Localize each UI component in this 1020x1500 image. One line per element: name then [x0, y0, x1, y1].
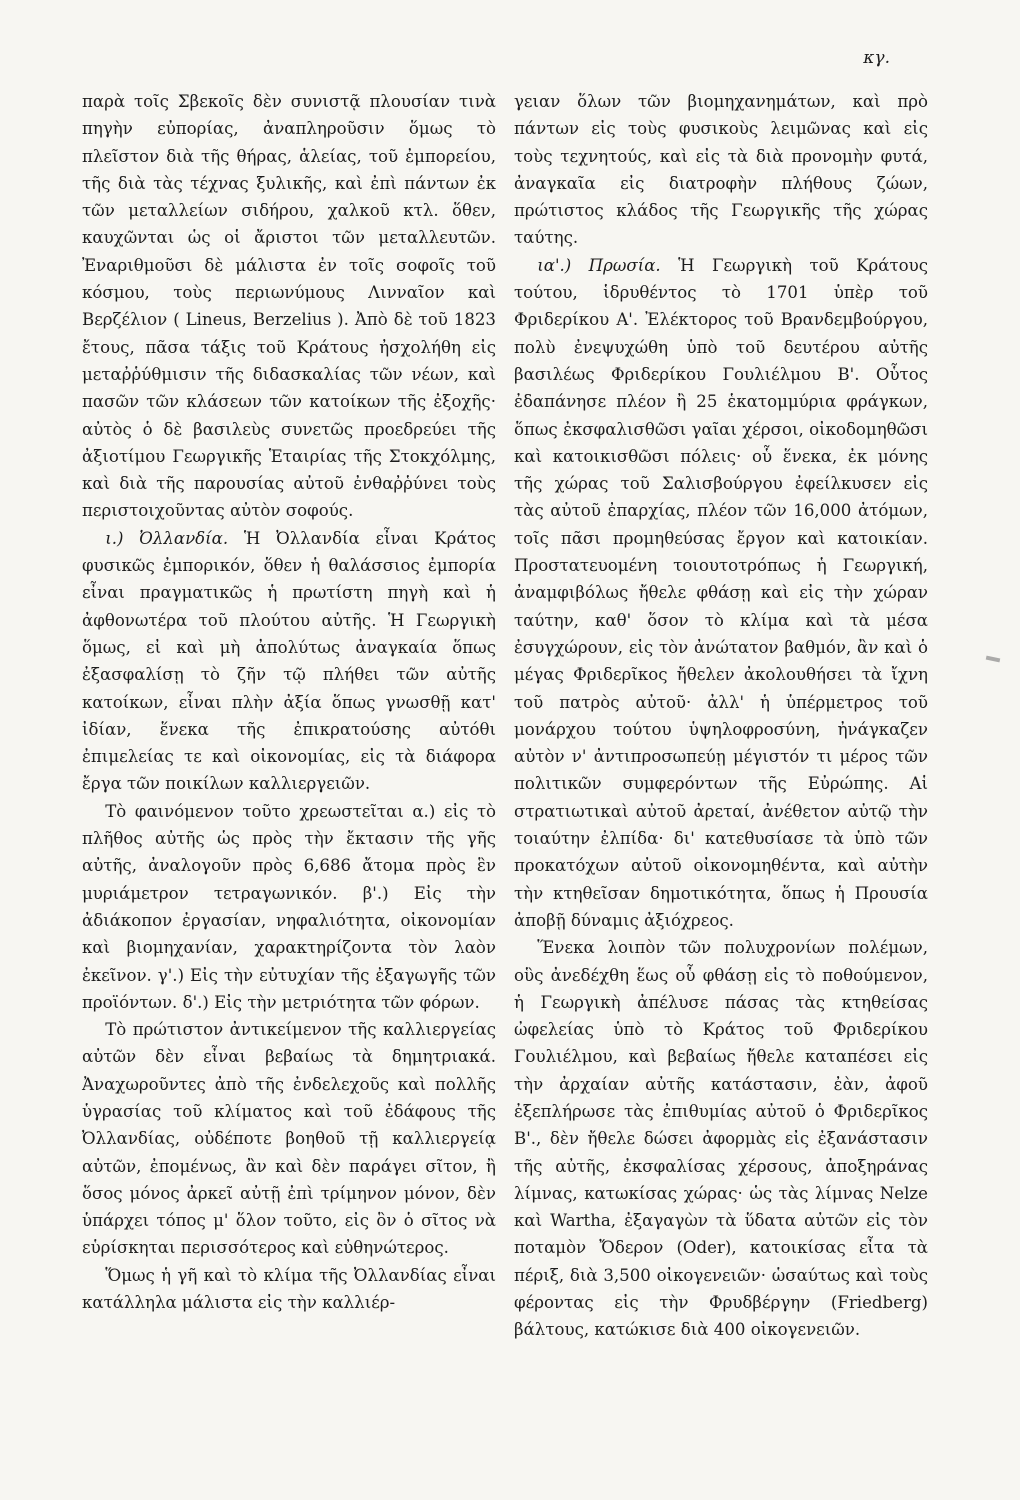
paragraph: Τὸ πρώτιστον ἀντικείμενον τῆς καλλιεργείας αὐτῶν δὲν εἶναι βεβαίως τὰ δημητριακά. Ἀναχωροῦντες ἀπὸ τῆς ἐνδελεχοῦς καὶ πολλῆς ὑγρασίας τοῦ κλίματος καὶ τοῦ ἐδάφους τῆς Ὀλλανδίας, οὐδέποτε βοηθοῦ τῇ καλλιεργείᾳ αὐτῶν, ἐπομένως, ἂν καὶ δὲν παράγει σῖτον, ἢ ὅσος μόνος ἀρκεῖ αὐτῇ ἐπὶ τρίμηνον μόνον, δὲν ὑπάρχει τόπος μ' ὅλον τοῦτο, εἰς ὃν ὁ σῖτος νὰ εὑρίσκηται περισσότερος καὶ εὐθηνώτερος. — [82, 1020, 496, 1258]
section-text: Ἡ Ὀλλανδία εἶναι Κράτος φυσικῶς ἐμπορικόν, ὅθεν ἡ θαλάσσιος ἐμπορία εἶναι πραγματικῶς ἡ πρωτίστη πηγὴ καὶ ἡ ἀφθονωτέρα τοῦ πλούτου αὐτῆς. Ἡ Γεωργικὴ ὅμως, εἰ καὶ μὴ ἀπολύτως ἀναγκαία ὅπως ἐξασφαλίσῃ τὸ ζῆν τῷ πλήθει τῶν αὐτῆς κατοίκων, εἶναι πλὴν ἀξία ὅπως γνωσθῇ κατ' ἰδίαν, ἕνεκα τῆς ἐπικρατούσης αὐτόθι ἐπιμελείας τε καὶ οἰκονομίας, εἰς τὰ διάφορα ἔργα τῶν ποικίλων καλλιεργειῶν. — [82, 528, 497, 794]
section-label: ι.) Ὀλλανδία. — [105, 528, 229, 548]
section-text: Ἡ Γεωργικὴ τοῦ Κράτους τούτου, ἱδρυθέντος τὸ 1701 ὑπὲρ τοῦ Φριδερίκου Α'. Ἐλέκτορος τοῦ Βρανδεμβούργου, πολὺ ἐνεψυχώθη ὑπὸ τοῦ δευτέρου αὐτῆς βασιλέως Φριδερίκου Γουλιέλμου Β'. Οὗτος ἐδαπάνησε πλέον ἢ 25 ἑκατομμύρια φράγκων, ὅπως ἐκσφαλισθῶσι γαῖαι χέρσοι, οἰκοδομηθῶσι καὶ κατοικισθῶσι πόλεις· οὗ ἕνεκα, ἐκ μόνης τῆς χώρας τοῦ Σαλισβούργου ἐφείλκυσεν εἰς τὰς αὐτοῦ ἐπαρχίας, πλέον τῶν 16,000 ἀτόμων, τοῖς πᾶσι προμηθεύσας ἔργον καὶ κατοικίαν. Προστατευομένη τοιουτοτρόπως ἡ Γεωργική, ἀναμφιβόλως ἤθελε φθάσῃ καὶ εἰς τὴν χώραν ταύτην, καθ' ὅσον τὸ κλίμα καὶ τὰ μέσα ἐσυγχώρουν, εἰς τὸν ἀνώτατον βαθμόν, ἂν καὶ ὁ μέγας Φριδερῖκος ἤθελεν ἀκολουθήσει τὰ ἴχνη τοῦ πατρὸς αὐτοῦ· ἀλλ' ἡ ὑπέρμετρος τοῦ μονάρχου τούτου ὑψηλοφροσύνη, ἠνάγκαζεν αὐτὸν ν' ἀντιπροσωπεύῃ μέγιστόν τι μέρος τῶν πολιτικῶν συμφερόντων τῆς Εὐρώπης. Αἱ στρατιωτικαὶ αὐτοῦ ἀρεταί, ἀνέθετον αὐτῷ τὴν τοιαύτην ἐλπίδα· δι' κατεθυσίασε τὰ ὑπὸ τῶν προκατόχων αὐτοῦ οἰκονομηθέντα, καὶ αὐτὴν τὴν κτηθεῖσαν δημοτικότητα, ὅπως ἡ Προυσία ἀποβῇ δύναμις ἀξιόχρεος. — [514, 255, 929, 930]
section-prussia — [514, 252, 928, 934]
paragraph-continued: παρὰ τοῖς Σβεκοῖς δὲν συνιστᾷ πλουσίαν τινὰ πηγὴν εὐπορίας, ἀναπληροῦσιν ὅμως τὸ πλεῖστον διὰ τῆς θήρας, ἁλείας, τοῦ ἐμπορείου, τῆς διὰ τὰς τέχνας ξυλικῆς, καὶ ἐπὶ πάντων ἐκ τῶν μεταλλείων σιδήρου, χαλκοῦ κτλ. ὅθεν, καυχῶνται ὡς οἱ ἄριστοι τῶν μεταλλευτῶν. Ἐναριθμοῦσι δὲ μάλιστα ἐν τοῖς σοφοῖς τοῦ κόσμου, τοὺς περιωνύμους Λινναῖον καὶ Βερζέλιον ( Lineus, Berzelius ). Ἀπὸ δὲ τοῦ 1823 ἔτους, πᾶσα τάξις τοῦ Κράτους ἠσχολήθη εἰς μεταῤῥύθμισιν τῆς διδασκαλίας τῶν νέων, καὶ πασῶν τῶν κλάσεων τῶν κατοίκων τῆς ἐξοχῆς· αὐτὸς ὁ δὲ βασιλεὺς συνετῶς προεδρεύει τῆς ἀξιοτίμου Γεωργικῆς Ἑταιρίας τῆς Στοκχόλμης, καὶ διὰ τῆς παρουσίας αὐτοῦ ἐνθαῤῥύνει τοὺς περιστοιχοῦντας αὐτὸν σοφούς. — [82, 92, 496, 521]
section-holland — [82, 525, 496, 798]
margin-mark — [986, 656, 1001, 663]
paragraph-continued: γειαν ὅλων τῶν βιομηχανημάτων, καὶ πρὸ πάντων εἰς τοὺς φυσικοὺς λειμῶνας καὶ εἰς τοὺς τεχνητούς, καὶ εἰς τὰ διὰ προνομὴν φυτά, ἀναγκαῖα εἰς διατροφὴν πλήθους ζώων, πρώτιστος κλάδος τῆς Γεωργικῆς τῆς χώρας ταύτης. — [514, 92, 928, 248]
left-column — [82, 88, 496, 1316]
section-label: ια'.) Πρωσία. — [537, 255, 661, 275]
paragraph: Ὅμως ἡ γῆ καὶ τὸ κλίμα τῆς Ὀλλανδίας εἶναι κατάλληλα μάλιστα εἰς τὴν καλλιέρ- — [82, 1265, 496, 1313]
right-column — [514, 88, 928, 1344]
paragraph: Ἕνεκα λοιπὸν τῶν πολυχρονίων πολέμων, οὓς ἀνεδέχθη ἕως οὗ φθάσῃ εἰς τὸ ποθούμενον, ἡ Γεωργικὴ ἀπέλυσε πάσας τὰς κτηθείσας ὠφελείας ὑπὸ τὸ Κράτος τοῦ Φριδερίκου Γουλιέλμου, καὶ βεβαίως ἤθελε καταπέσει εἰς τὴν ἀρχαίαν αὐτῆς κατάστασιν, ἐὰν, ἀφοῦ ἐξεπλήρωσε τὰς ἐπιθυμίας αὐτοῦ ὁ Φριδερῖκος Β'., δὲν ἤθελε δώσει ἀφορμὰς εἰς ἐξανάστασιν τῆς αὐτῆς, ἐκσφαλίσας χέρσους, ἀποξηράνας λίμνας, κατωκίσας χώρας· ὡς τὰς λίμνας Nelze καὶ Wartha, ἐξαγαγὼν τὰ ὕδατα αὐτῶν εἰς τὸν ποταμὸν Ὄδερον (Oder), κατοικίσας εἶτα τὰ πέριξ, διὰ 3,500 οἰκογενειῶν· ὡσαύτως καὶ τοὺς φέροντας εἰς τὴν Φρυδβέργην (Friedberg) βάλτους, κατώκισε διὰ 400 οἰκογενειῶν. — [514, 938, 928, 1340]
page-number: κγ. — [863, 48, 890, 68]
paragraph: Τὸ φαινόμενον τοῦτο χρεωστεῖται α.) εἰς τὸ πλῆθος αὐτῆς ὡς πρὸς τὴν ἔκτασιν τῆς γῆς αὐτῆς, ἀναλογοῦν πρὸς 6,686 ἄτομα πρὸς ἓν μυριάμετρον τετραγωνικόν. β'.) Εἰς τὴν ἀδιάκοπον ἐργασίαν, νηφαλιότητα, οἰκονομίαν καὶ βιομηχανίαν, χαρακτηρίζοντα τὸν λαὸν ἐκεῖνον. γ'.) Εἰς τὴν εὐτυχίαν τῆς ἐξαγωγῆς τῶν προϊόντων. δ'.) Εἰς τὴν μετριότητα τῶν φόρων. — [82, 801, 496, 1012]
